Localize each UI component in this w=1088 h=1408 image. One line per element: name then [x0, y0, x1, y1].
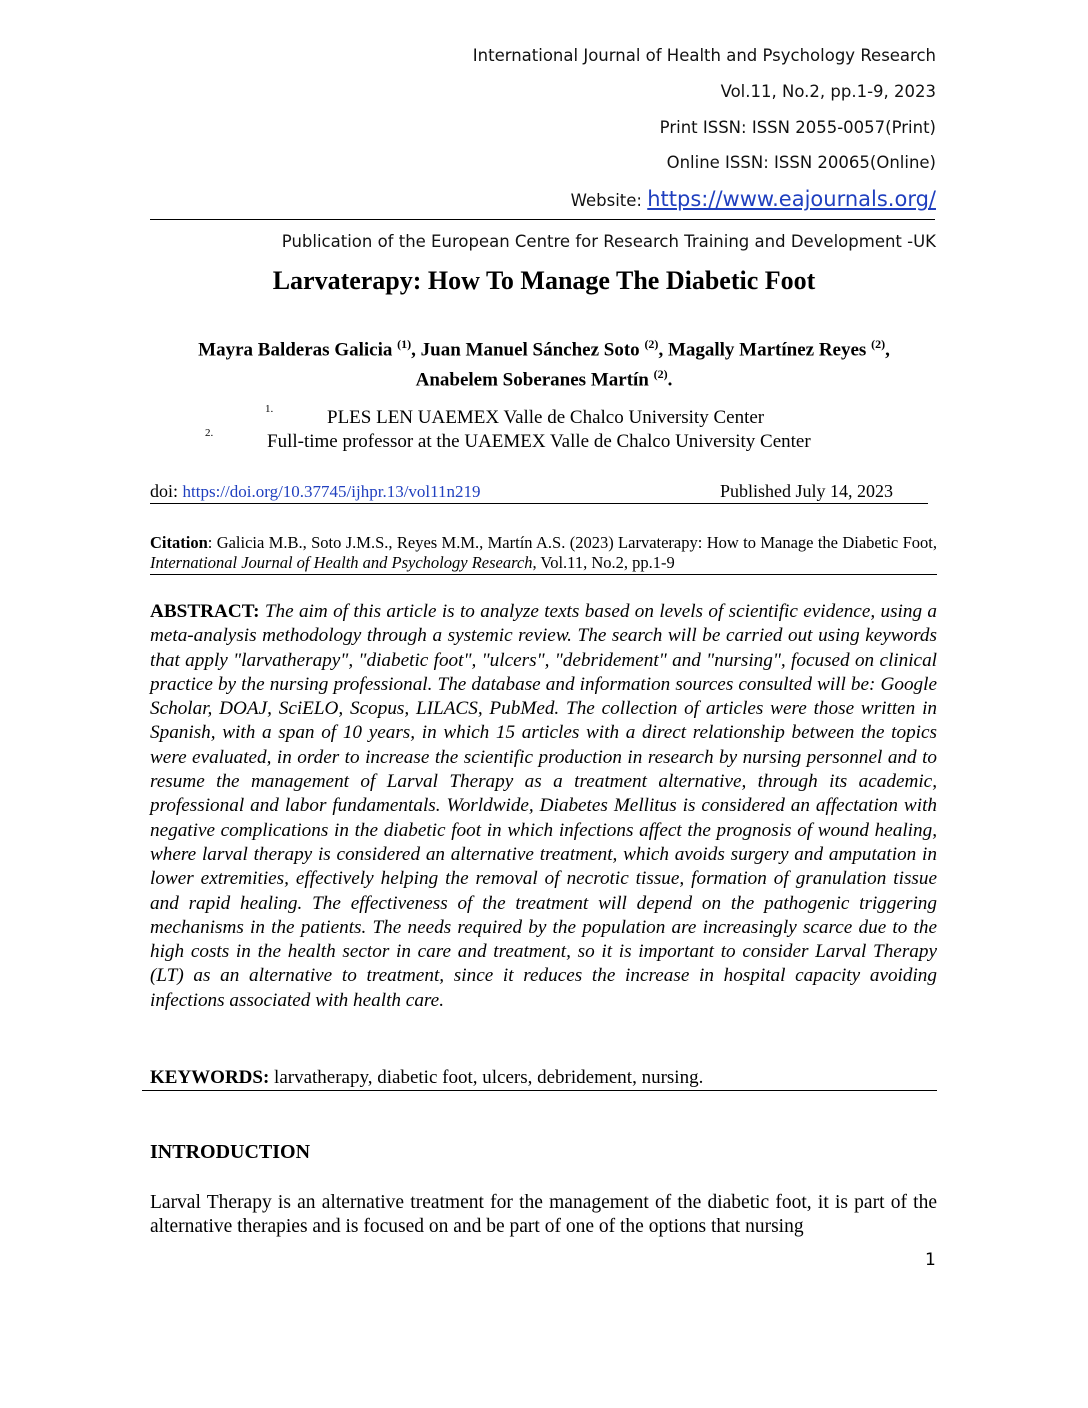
keywords-label: KEYWORDS:	[150, 1067, 270, 1088]
published-date: Published July 14, 2023	[720, 481, 894, 501]
author-name: Juan Manuel Sánchez Soto	[420, 339, 640, 361]
keywords-text: larvatherapy, diabetic foot, ulcers, debridement, nursing.	[269, 1067, 704, 1088]
author-list: Mayra Balderas Galicia $^{(1)}$, Juan Manuel Sánchez Soto $^{(2)}$, Magally Martínez Reyes $^{(2)}$, Anabelem Soberanes Martín $^{(2)}$.	[198, 337, 890, 391]
journal-volume: Vol.11, No.2, pp.1-9, 2023	[720, 82, 936, 101]
affiliation-text: Full-time professor at the UAEMEX Valle de Chalco University Center	[267, 431, 811, 452]
journal-name: International Journal of Health and Psychology Research	[472, 46, 936, 65]
doi-link[interactable]: https://doi.org/10.37745/ijhpr.13/vol11n219	[182, 482, 481, 501]
keywords-rule	[142, 1090, 937, 1091]
website-label: Website:	[570, 191, 648, 210]
abstract	[150, 600, 937, 1013]
website-line	[571, 187, 936, 211]
author-name: Mayra Balderas Galicia	[198, 339, 393, 361]
doi-line	[150, 481, 481, 502]
abstract-label: ABSTRACT:	[150, 601, 260, 622]
citation-rule	[150, 574, 937, 575]
doi-rule	[150, 503, 928, 504]
citation-label: Citation	[150, 533, 208, 552]
author-name: Anabelem Soberanes Martín	[415, 369, 649, 391]
online-issn: Online ISSN: ISSN 20065(Online)	[666, 153, 936, 172]
citation-text: : Galicia M.B., Soto J.M.S., Reyes M.M., Martín A.S. (2023) Larvaterapy: How to Manage the Diabetic Foot,	[207, 533, 937, 552]
publisher-line: Publication of the European Centre for Research Training and Development -UK	[281, 232, 936, 251]
keywords	[150, 1067, 703, 1089]
page-number: 1	[925, 1250, 936, 1270]
author-name: Magally Martínez Reyes	[667, 339, 867, 361]
print-issn: Print ISSN: ISSN 2055-0057(Print)	[659, 118, 936, 137]
doi-label: doi:	[150, 481, 183, 501]
citation	[150, 533, 937, 573]
affiliation-number: 1.	[265, 403, 274, 415]
affiliation-2	[205, 427, 811, 453]
citation-tail: , Vol.11, No.2, pp.1-9	[532, 553, 675, 572]
affiliation-1	[265, 403, 765, 429]
author-affiliation-mark: (2)	[653, 367, 668, 382]
header-rule	[150, 219, 935, 220]
website-link[interactable]: https://www.eajournals.org/	[647, 187, 936, 211]
paper-title: Larvaterapy: How To Manage The Diabetic Foot	[272, 266, 816, 295]
abstract-text: The aim of this article is to analyze texts based on levels of scientific evidence, using a meta-analysis methodology through a systemic review. The search will be carried out using keywords that apply "larvatherapy", "diabetic foot", "ulcers", "debridement" and "nursing", focused on clinical practice by the nursing professional. The database and information sources consulted will be: Google Scholar, DOAJ, SciELO, Scopus, LILACS, PubMed. The collection of articles were those written in Spanish, with a span of 10 years, in which 15 articles with a direct relationship between the topics were evaluated, in order to increase the scientific production in research by nursing personnel and to resume the management of Larval Therapy as a treatment alternative, through its academic, professional and labor fundamentals. Worldwide, Diabetes Mellitus is considered an affectation with negative complications in the diabetic foot in which infections affect the prognosis of wound healing, where larval therapy is considered an alternative treatment, which avoids surgery and amputation in lower extremities, effectively helping the removal of necrotic tissue, formation of granulation tissue and rapid healing. The effectiveness of the treatment will depend on the pathogenic triggering mechanisms in the patients. The needs required by the population are increasingly scarce due to the high costs in the health sector in care and treatment, so it is important to consider Larval Therapy (LT) as an alternative to treatment, since it reduces the increase in hospital capacity avoiding infections associated with health care.	[150, 601, 937, 1011]
citation-journal: International Journal of Health and Psychology Research	[150, 553, 533, 572]
author-affiliation-mark: (2)	[871, 337, 886, 351]
affiliation-text: PLES LEN UAEMEX Valle de Chalco University Center	[327, 407, 765, 428]
introduction-paragraph: Larval Therapy is an alternative treatment for the management of the diabetic foot, it is part of the alternative therapies and is focused on and be part of one of the options that nursing	[150, 1192, 937, 1237]
section-heading-introduction: INTRODUCTION	[150, 1141, 311, 1163]
author-affiliation-mark: (1)	[397, 337, 412, 351]
affiliation-number: 2.	[205, 427, 214, 439]
author-affiliation-mark: (2)	[644, 337, 659, 351]
